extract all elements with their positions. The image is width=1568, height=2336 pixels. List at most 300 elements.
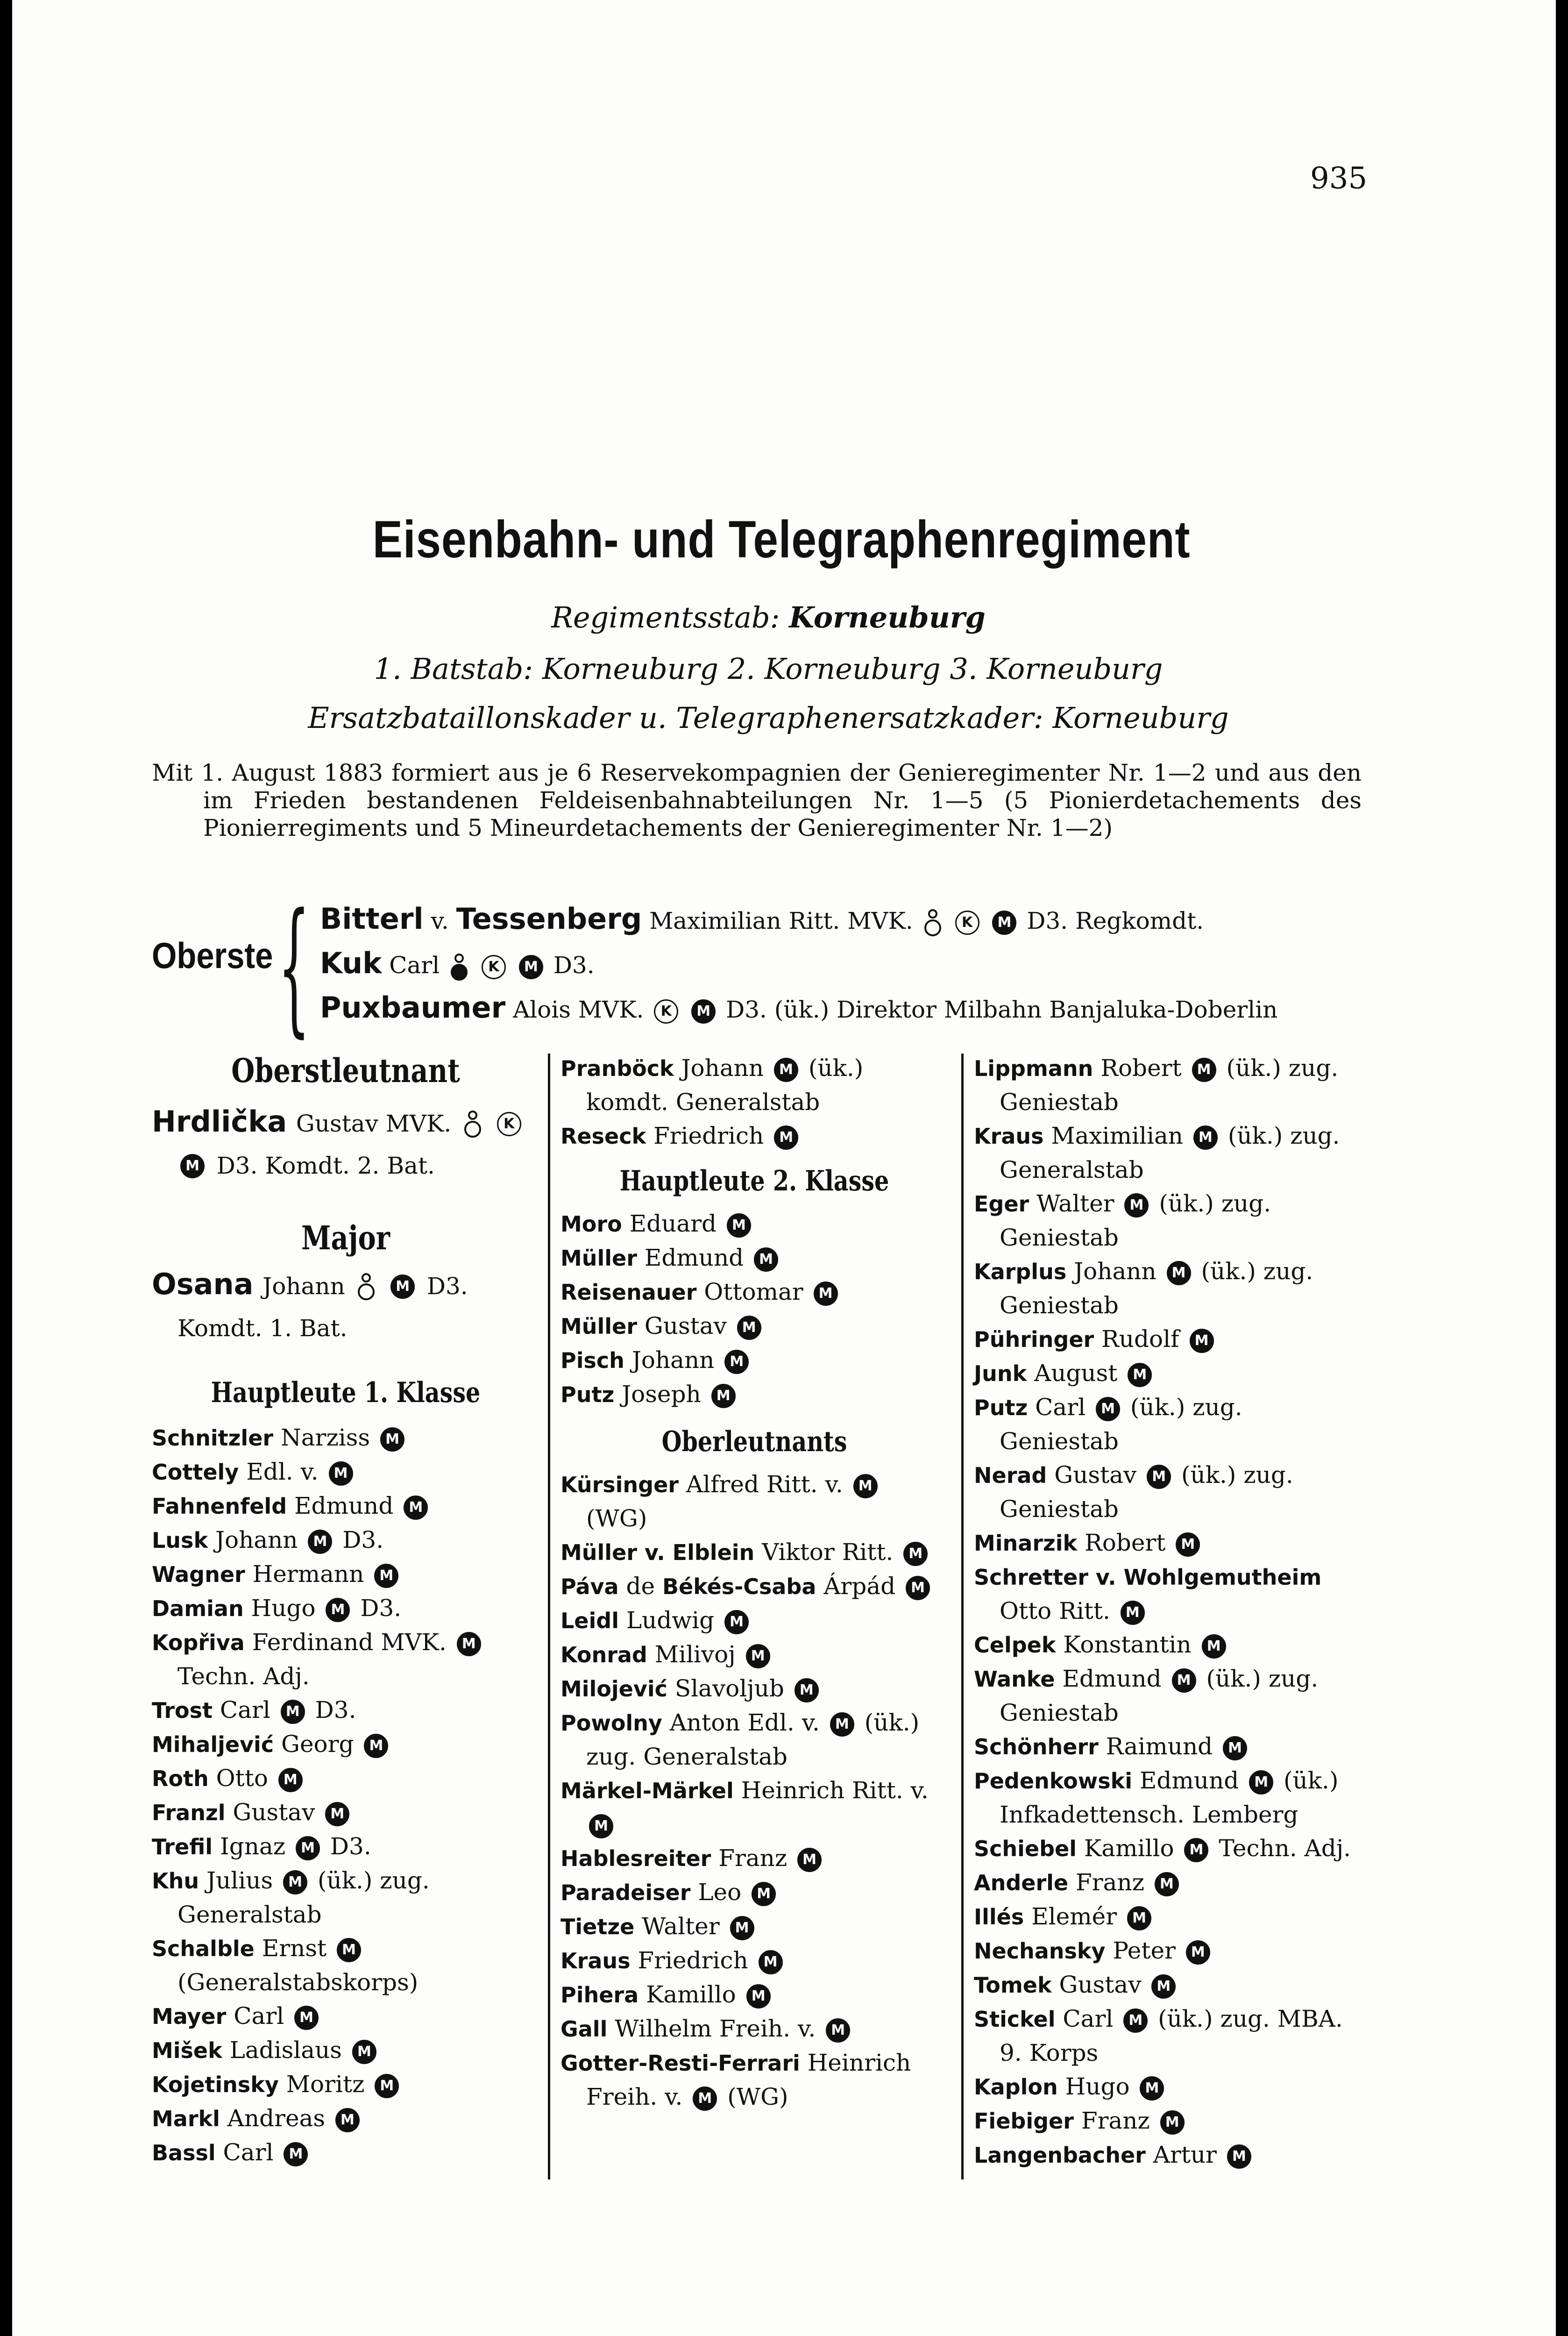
entry-tail: D3. — [330, 1833, 371, 1860]
oberst-name: Bitterl — [320, 902, 424, 936]
entry-name: Stickel — [974, 2007, 1056, 2032]
entry-name: Hrdlička — [152, 1104, 287, 1139]
entry-given: Carl — [234, 2002, 284, 2030]
oberst-entry — [320, 990, 1277, 1025]
entry-tail: (ük.) zug. Geniestab — [1000, 1394, 1242, 1455]
entry-name: Celpek — [974, 1632, 1056, 1658]
entry-name: Wanke — [974, 1667, 1055, 1692]
hauptleute-2-list — [561, 1207, 948, 1411]
entry-name: Fiebiger — [974, 2108, 1074, 2134]
officer-entry — [561, 1603, 948, 1638]
officer-entry — [561, 1343, 948, 1377]
section-heading-oberstleutnant: Oberstleutnant — [231, 1051, 460, 1090]
entry-name: Hablesreiter — [561, 1846, 711, 1871]
entry-name: Kraus — [561, 1948, 631, 1973]
m-symbol-icon: M — [826, 2018, 850, 2043]
entry-name2: Békés-Csaba — [662, 1574, 816, 1599]
section-heading-hauptleute-2: Hauptleute 2. Klasse — [619, 1165, 889, 1197]
entry-given: Robert — [1100, 1054, 1182, 1082]
entry-tail: Techn. Adj. — [177, 1663, 310, 1690]
officer-entry — [974, 1390, 1369, 1458]
regimentsstab-label: Regimentsstab: — [551, 600, 780, 634]
officer-entry — [561, 1207, 948, 1241]
m-symbol-icon: M — [746, 1984, 771, 2008]
m-symbol-icon: M — [1123, 2008, 1148, 2033]
officer-entry — [152, 1557, 539, 1591]
officer-entry — [152, 1455, 539, 1489]
officer-entry — [152, 1999, 539, 2033]
entry-given: Johann — [681, 1054, 764, 1082]
officer-entry — [561, 1119, 948, 1153]
entry-name: Nerad — [974, 1463, 1047, 1488]
cross-decoration-icon — [923, 906, 942, 939]
officer-entry — [974, 2104, 1369, 2138]
entry-given: Gustav — [1054, 1461, 1137, 1488]
entry-given: Walter — [642, 1913, 720, 1940]
officer-entry — [152, 1625, 539, 1693]
entry-name: Schnitzler — [152, 1425, 274, 1451]
entry-name: Gotter-Resti-Ferrari — [561, 2051, 800, 2076]
officer-entry — [974, 1119, 1369, 1187]
entry-name: Fahnenfeld — [152, 1494, 287, 1519]
officer-entry — [561, 1377, 948, 1411]
oberst-tail: D3. (ük.) Direktor Milbahn Banjaluka-Doberlin — [726, 996, 1278, 1023]
entry-given: Narziss — [280, 1424, 370, 1451]
oberst-name: Puxbaumer — [320, 990, 506, 1025]
cross-decoration-icon — [450, 951, 468, 983]
officer-entry — [974, 1662, 1369, 1730]
intro-paragraph — [152, 759, 1362, 842]
entry-given: Franz — [1081, 2107, 1150, 2134]
column-right — [974, 1051, 1369, 2172]
entry-name: Leidl — [561, 1608, 619, 1633]
entry-name: Kaplon — [974, 2074, 1058, 2100]
m-symbol-icon: M — [693, 2087, 717, 2111]
entry-name: Müller — [561, 1314, 637, 1339]
column-divider — [548, 1054, 550, 2179]
officer-entry — [152, 1761, 539, 1795]
m-symbol-icon: M — [752, 1882, 776, 1906]
entry-tail: (ük.) Infkadettensch. Lemberg — [1000, 1767, 1339, 1828]
entry-given: Moritz — [286, 2071, 365, 2098]
section-heading-major: Major — [301, 1218, 390, 1257]
entry-tail: Techn. Adj. — [1219, 1835, 1351, 1862]
oberst-particle: v. — [431, 907, 449, 934]
officer-entry — [974, 1458, 1369, 1526]
m-symbol-icon: M — [519, 955, 543, 979]
entry-given: Ferdinand MVK. — [252, 1629, 447, 1656]
k-symbol-icon: K — [497, 1112, 521, 1136]
m-symbol-icon: M — [903, 1542, 928, 1566]
entry-name: Pühringer — [974, 1327, 1094, 1352]
entry-given: Elemér — [1031, 1903, 1117, 1930]
officer-entry — [561, 1241, 948, 1275]
officer-entry — [561, 2012, 948, 2046]
entry-given: Ottomar — [704, 1278, 803, 1305]
entry-given: Georg — [281, 1731, 354, 1758]
entry-name: Karplus — [974, 1259, 1067, 1284]
officer-entry — [974, 1356, 1369, 1390]
entry-given: Edmund — [644, 1244, 744, 1271]
entry-given: Leo — [698, 1879, 742, 1906]
right-list — [974, 1051, 1369, 2172]
m-symbol-icon: M — [797, 1848, 822, 1872]
m-symbol-icon: M — [724, 1350, 749, 1374]
entry-name: Schretter v. Wohlgemutheim — [974, 1565, 1322, 1590]
m-symbol-icon: M — [296, 1836, 320, 1860]
brace-icon: { — [278, 883, 311, 1051]
officer-entry — [152, 1864, 539, 1931]
entry-name: Powolny — [561, 1710, 662, 1736]
oberst-name: Kuk — [320, 946, 382, 980]
entry-name: Trost — [152, 1698, 213, 1723]
officer-entry — [974, 1560, 1369, 1628]
entry-tail: (ük.) zug. Generalstab — [1000, 1122, 1340, 1183]
entry-name: Osana — [152, 1267, 254, 1301]
entry-name: Pranböck — [561, 1056, 674, 1081]
entry-name: Mihaljević — [152, 1732, 274, 1757]
entry-tail: (ük.) zug. Geniestab — [1000, 1258, 1313, 1319]
officer-entry — [152, 2101, 539, 2136]
officer-entry — [152, 1795, 539, 1830]
section-heading-hauptleute-1: Hauptleute 1. Klasse — [211, 1376, 481, 1409]
entry-given: Ernst — [262, 1935, 327, 1962]
entry-given: Anton Edl. v. — [669, 1709, 820, 1736]
m-symbol-icon: M — [1249, 1770, 1273, 1795]
entry-name: Reisenauer — [561, 1280, 697, 1305]
entry-given: Carl — [1035, 1394, 1086, 1421]
entry-given: Kamillo — [1084, 1835, 1174, 1862]
officer-entry — [152, 1727, 539, 1761]
entry-name: Schönherr — [974, 1734, 1099, 1759]
m-symbol-icon: M — [457, 1632, 481, 1656]
oberst-name2: Tessenberg — [456, 902, 642, 936]
entry-given: Walter — [1036, 1190, 1114, 1217]
entry-given: Gustav MVK. — [296, 1110, 452, 1137]
entry-tail: (ük.) zug. Geniestab — [1000, 1190, 1271, 1251]
officer-entry — [561, 2046, 948, 2114]
entry-name: Schalble — [152, 1936, 255, 1961]
m-symbol-icon: M — [1186, 1940, 1210, 1965]
entry-name: Damian — [152, 1596, 244, 1621]
entry-name: Illés — [974, 1904, 1024, 1930]
entry-name: Pedenkowski — [974, 1768, 1132, 1794]
m-symbol-icon: M — [992, 911, 1016, 935]
m-symbol-icon: M — [329, 1461, 353, 1486]
entry-tail: D3. Komdt. 1. Bat. — [177, 1273, 468, 1342]
m-symbol-icon: M — [281, 1700, 305, 1724]
m-symbol-icon: M — [337, 1938, 361, 1962]
m-symbol-icon: M — [1128, 1363, 1152, 1387]
column-middle — [561, 1051, 948, 2114]
officer-entry — [974, 1900, 1369, 1934]
m-symbol-icon: M — [795, 1678, 819, 1702]
m-symbol-icon: M — [352, 2040, 376, 2064]
m-symbol-icon: M — [1160, 2110, 1185, 2135]
entry-given: Gustav — [1059, 1971, 1142, 1998]
batstab-line: 1. Batstab: Korneuburg 2. Korneuburg 3. Korneuburg — [374, 652, 1163, 686]
entry-given: Heinrich Ritt. v. — [741, 1777, 929, 1804]
entry-given: Rudolf — [1101, 1325, 1179, 1353]
officer-entry — [561, 1909, 948, 1944]
entry-given: Johann — [631, 1346, 715, 1374]
entry-given: Carl — [220, 1696, 270, 1724]
entry-given: Robert — [1085, 1529, 1166, 1556]
officer-entry — [561, 1467, 948, 1535]
entry-name: Pisch — [561, 1348, 624, 1373]
m-symbol-icon: M — [1151, 1974, 1176, 1999]
entry-given: Edmund — [1139, 1767, 1239, 1794]
oberst-given: Carl — [389, 952, 440, 979]
entry-name: Eger — [974, 1191, 1029, 1217]
officer-entry — [974, 1526, 1369, 1560]
entry-given: Hermann — [252, 1560, 364, 1588]
officer-entry — [152, 2136, 539, 2170]
officer-entry — [974, 1934, 1369, 1968]
entry-given: Johann — [215, 1526, 298, 1553]
entry-name: Kraus — [974, 1124, 1044, 1149]
entry-name: Páva — [561, 1574, 619, 1599]
entry-tail: (ük.) zug. Geniestab — [1000, 1665, 1319, 1726]
entry-name: Langenbacher — [974, 2143, 1146, 2168]
entry-given: Edl. v. — [246, 1458, 319, 1485]
entry-tail: D3. — [360, 1595, 402, 1622]
entry-tail: (WG) — [727, 2083, 788, 2110]
officer-entry — [152, 1931, 539, 1999]
entry-name: Kürsinger — [561, 1472, 679, 1497]
m-symbol-icon: M — [1190, 1329, 1214, 1353]
m-symbol-icon: M — [1096, 1397, 1120, 1421]
entry-name: Putz — [561, 1382, 615, 1407]
oberstleutnant-entry — [152, 1102, 539, 1186]
entry-given2: Árpád — [823, 1573, 896, 1600]
k-symbol-icon: K — [955, 911, 979, 935]
entry-name: Tietze — [561, 1914, 635, 1939]
entry-tail: (ük.) zug. Geniestab — [1000, 1461, 1293, 1523]
entry-given: August — [1034, 1360, 1118, 1387]
m-symbol-icon: M — [278, 1768, 303, 1792]
m-symbol-icon: M — [1155, 1872, 1179, 1896]
m-symbol-icon: M — [691, 999, 716, 1024]
entry-given: Johann — [263, 1273, 345, 1300]
entry-tail: (WG) — [586, 1505, 647, 1532]
m-symbol-icon: M — [390, 1275, 415, 1299]
entry-name: Wagner — [152, 1562, 245, 1587]
m-symbol-icon: M — [1121, 1601, 1145, 1625]
regimentsstab-place: Korneuburg — [789, 600, 986, 634]
entry-given: Edmund — [1062, 1665, 1162, 1692]
m-symbol-icon: M — [1172, 1668, 1196, 1693]
entry-given: Carl — [223, 2139, 274, 2166]
entry-name: Khu — [152, 1868, 199, 1894]
entry-given: Maximilian — [1051, 1122, 1183, 1149]
entry-name: Markl — [152, 2106, 220, 2131]
m-symbol-icon: M — [906, 1576, 930, 1600]
m-symbol-icon: M — [746, 1644, 770, 1668]
m-symbol-icon: M — [1176, 1532, 1200, 1557]
entry-tail: (ük.) zug. MBA. 9. Korps — [1000, 2005, 1343, 2066]
m-symbol-icon: M — [730, 1916, 754, 1940]
entry-name: Tomek — [974, 1973, 1052, 1998]
m-symbol-icon: M — [380, 1427, 404, 1452]
officer-entry — [561, 1309, 948, 1343]
entry-given: Peter — [1113, 1937, 1176, 1964]
entry-given: Slavoljub — [674, 1675, 784, 1702]
entry-given: Otto — [216, 1765, 268, 1792]
entry-name: Pihera — [561, 1982, 639, 2008]
entry-given: Carl — [1063, 2005, 1114, 2032]
m-symbol-icon: M — [774, 1058, 798, 1082]
officer-entry — [561, 1773, 948, 1841]
entry-name: Müller — [561, 1246, 637, 1271]
m-symbol-icon: M — [404, 1496, 428, 1520]
officer-entry — [561, 1535, 948, 1569]
entry-given: de — [626, 1573, 655, 1600]
cross-decoration-icon — [357, 1270, 376, 1303]
entry-tail: (ük.) zug. Generalstab — [586, 1709, 920, 1770]
entry-tail: D3. — [315, 1696, 356, 1724]
officer-entry — [152, 2067, 539, 2101]
entry-name: Roth — [152, 1766, 209, 1791]
entry-name: Müller v. Elblein — [561, 1540, 755, 1565]
entry-name: Mayer — [152, 2004, 227, 2029]
m-symbol-icon: M — [308, 1530, 332, 1554]
entry-name: Mišek — [152, 2038, 222, 2063]
officer-entry — [974, 1628, 1369, 1662]
m-symbol-icon: M — [180, 1154, 205, 1178]
entry-name: Trefil — [152, 1834, 213, 1859]
m-symbol-icon: M — [774, 1125, 798, 1150]
officer-entry — [152, 1591, 539, 1625]
officer-entry — [974, 1322, 1369, 1356]
entry-given: Friedrich — [653, 1122, 764, 1149]
officer-entry — [974, 1866, 1369, 1900]
entry-name: Junk — [974, 1361, 1027, 1386]
m-symbol-icon: M — [325, 1802, 349, 1826]
officer-entry — [974, 1254, 1369, 1322]
cross-decoration-icon — [463, 1108, 482, 1140]
m-symbol-icon: M — [1223, 1736, 1247, 1760]
m-symbol-icon: M — [737, 1316, 761, 1340]
officer-entry — [152, 1421, 539, 1455]
m-symbol-icon: M — [364, 1734, 388, 1758]
entry-tail: (ük.) zug. Geniestab — [1000, 1054, 1339, 1116]
officer-entry — [974, 1051, 1369, 1119]
entry-given: Edmund — [294, 1492, 394, 1519]
m-symbol-icon: M — [375, 2074, 399, 2098]
m-symbol-icon: M — [374, 1564, 398, 1588]
entry-tail: (ük.) zug. Generalstab — [177, 1867, 430, 1928]
entry-tail: D3. — [342, 1526, 384, 1553]
entry-name: Putz — [974, 1395, 1028, 1420]
m-symbol-icon: M — [1147, 1465, 1171, 1489]
m-symbol-icon: M — [1127, 1906, 1151, 1930]
entry-given: Franz — [1076, 1869, 1144, 1896]
entry-given: Gustav — [233, 1799, 315, 1826]
entry-name: Lusk — [152, 1528, 208, 1553]
officer-entry — [974, 1764, 1369, 1831]
intro-text: Mit 1. August 1883 formiert aus je 6 Reservekompagnien der Genieregimenter Nr. 1—2 und aus den im Frieden bestandenen Feldeisenbahnabteilungen Nr. 1—5 (5 Pionierdetachements des Pionierregiments und 5 Mineurdetachements der Genieregimenter Nr. 1—2) — [152, 759, 1362, 841]
oberste-label: Oberste — [152, 935, 273, 976]
entry-given: Heinrich Freih. v. — [586, 2049, 911, 2110]
m-symbol-icon: M — [326, 1598, 350, 1622]
entry-name: Kopřiva — [152, 1630, 245, 1655]
entry-name: Kojetinsky — [152, 2072, 279, 2097]
entry-given: Julius — [206, 1867, 273, 1894]
entry-tail: (Generalstabskorps) — [177, 1969, 419, 1996]
officer-entry — [974, 1730, 1369, 1764]
entry-given: Ignaz — [220, 1833, 286, 1860]
m-symbol-icon: M — [853, 1474, 878, 1498]
officer-entry — [561, 1978, 948, 2012]
m-symbol-icon: M — [754, 1247, 778, 1272]
officer-entry — [152, 1489, 539, 1523]
entry-given: Andreas — [227, 2105, 326, 2132]
officer-entry — [561, 1569, 948, 1603]
entry-given: Viktor Ritt. — [762, 1538, 894, 1566]
section-heading-oberleutnants: Oberleutnants — [661, 1425, 847, 1458]
officer-entry — [561, 1841, 948, 1875]
m-symbol-icon: M — [814, 1282, 838, 1306]
m-symbol-icon: M — [284, 2142, 308, 2166]
officer-entry — [974, 2138, 1369, 2172]
entry-given: Raimund — [1106, 1733, 1213, 1760]
entry-given: Artur — [1153, 2141, 1217, 2168]
entry-name: Milojević — [561, 1676, 667, 1702]
entry-given: Friedrich — [638, 1947, 748, 1974]
entry-name: Reseck — [561, 1124, 646, 1149]
oberst-entry — [320, 902, 1204, 939]
officer-entry — [561, 1672, 948, 1706]
entry-name: Nechansky — [974, 1938, 1106, 1964]
entry-name: Bassl — [152, 2140, 216, 2165]
officer-entry — [974, 2070, 1369, 2104]
middle-top-list — [561, 1051, 948, 1153]
oberst-entry — [320, 946, 595, 983]
officer-entry — [561, 1944, 948, 1978]
entry-tail: (ük.) komdt. Generalstab — [586, 1054, 864, 1116]
officer-entry — [152, 2033, 539, 2067]
entry-given: Alfred Ritt. v. — [686, 1471, 843, 1498]
officer-entry — [561, 1875, 948, 1909]
entry-name: Märkel-Märkel — [561, 1778, 734, 1803]
entry-name: Paradeiser — [561, 1880, 691, 1905]
hauptleute-1-list — [152, 1421, 539, 2170]
page-number: 935 — [1310, 161, 1368, 196]
officer-entry — [974, 1968, 1369, 2002]
entry-name: Anderle — [974, 1870, 1069, 1895]
officer-entry — [974, 1187, 1369, 1254]
officer-entry — [974, 2002, 1369, 2070]
officer-entry — [974, 1831, 1369, 1866]
entry-name: Schiebel — [974, 1836, 1077, 1861]
entry-given: Hugo — [1065, 2073, 1130, 2100]
m-symbol-icon: M — [1227, 2144, 1251, 2169]
officer-entry — [152, 1830, 539, 1864]
entry-given: Wilhelm Freih. v. — [615, 2015, 816, 2042]
entry-name: Gall — [561, 2016, 608, 2042]
column-left — [152, 1051, 539, 2170]
entry-given: Kamillo — [646, 1981, 736, 2008]
entry-name: Minarzik — [974, 1531, 1078, 1556]
officer-entry — [152, 1523, 539, 1557]
m-symbol-icon: M — [830, 1712, 854, 1737]
m-symbol-icon: M — [1167, 1261, 1191, 1285]
m-symbol-icon: M — [724, 1610, 749, 1634]
entry-given: Hugo — [251, 1595, 316, 1622]
entry-given: Franz — [718, 1845, 788, 1872]
officer-entry — [561, 1275, 948, 1309]
